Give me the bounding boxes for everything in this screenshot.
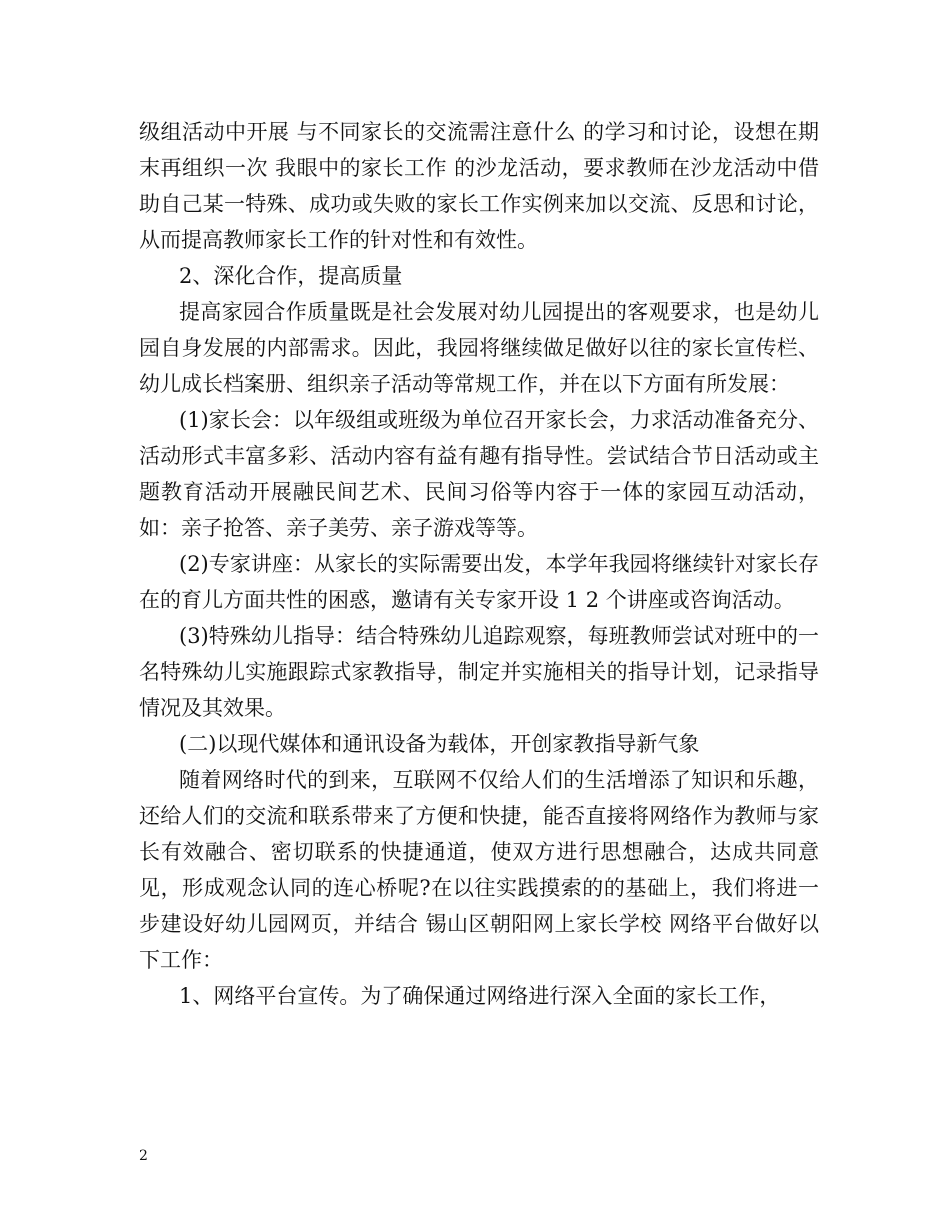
paragraph-network-platform: 1、网络平台宣传。为了确保通过网络进行深入全面的家长工作， (179, 984, 781, 1008)
document-body (139, 114, 819, 1014)
paragraph-special-child-guidance: (3)特殊幼儿指导：结合特殊幼儿追踪观察，每班教师尝试对班中的一名特殊幼儿实施跟踪式家教指导，制定并实施相关的指导计划，记录指导情况及其效果。 (139, 624, 819, 720)
section-heading-modern-media: (二)以现代媒体和通讯设备为载体，开创家教指导新气象 (179, 732, 700, 756)
paragraph-1: 级组活动中开展 与不同家长的交流需注意什么 的学习和讨论，设想在期末再组织一次 我眼中的家长工作 的沙龙活动，要求教师在沙龙活动中借助自己某一特殊、成功或失败的家长工作实例来加以交流、反思和讨论，从而提高教师家长工作的针对性和有效性。 (139, 120, 819, 252)
section-heading-deepen-cooperation: 2、深化合作，提高质量 (179, 264, 403, 288)
paragraph-2: 提高家园合作质量既是社会发展对幼儿园提出的客观要求，也是幼儿园自身发展的内部需求。因此，我园将继续做足做好以往的家长宣传栏、幼儿成长档案册、组织亲子活动等常规工作，并在以下方面有所发展： (139, 300, 819, 396)
paragraph-network-era: 随着网络时代的到来，互联网不仅给人们的生活增添了知识和乐趣，还给人们的交流和联系带来了方便和快捷，能否直接将网络作为教师与家长有效融合、密切联系的快捷通道，使双方进行思想融合，达成共同意见，形成观念认同的连心桥呢?在以往实践摸索的的基础上，我们将进一步建设好幼儿园网页，并结合 锡山区朝阳网上家长学校 网络平台做好以下工作： (139, 768, 819, 972)
page-number: 2 (139, 1148, 148, 1164)
paragraph-expert-lecture: (2)专家讲座：从家长的实际需要出发，本学年我园将继续针对家长存在的育儿方面共性的困惑，邀请有关专家开设 1 2 个讲座或咨询活动。 (139, 552, 819, 612)
paragraph-parent-meeting: (1)家长会：以年级组或班级为单位召开家长会，力求活动准备充分、活动形式丰富多彩、活动内容有益有趣有指导性。尝试结合节日活动或主题教育活动开展融民间艺术、民间习俗等内容于一体的家园互动活动，如：亲子抢答、亲子美劳、亲子游戏等等。 (139, 408, 819, 540)
